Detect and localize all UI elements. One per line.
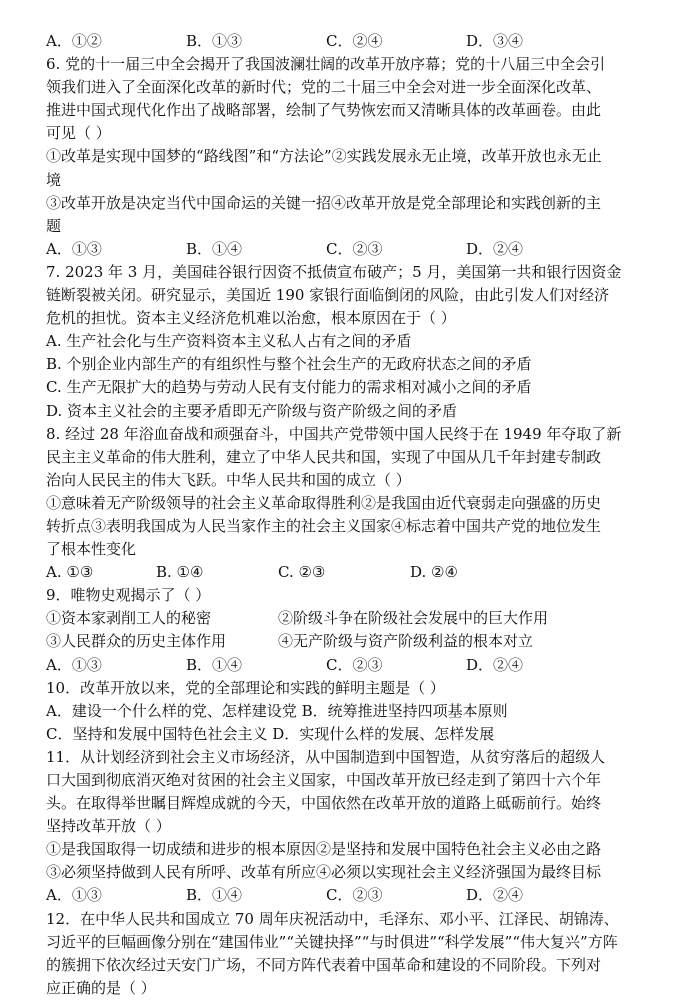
q8-stem-line: 8. 经过 28 年浴血奋战和顽强奋斗，中国共产党带领中国人民终于在 1949 年夺取了新 xyxy=(46,424,622,443)
q11-stem-line: 口大国到彻底消灭绝对贫困的社会主义国家，中国改革开放已经走到了第四十六个年 xyxy=(46,771,602,789)
q8-option-c[interactable]: C. ②③ xyxy=(278,563,326,582)
q6-stem-line: 可见（ ） xyxy=(46,124,111,143)
q11-stem-line: 头。在取得举世瞩目辉煌成就的今天，中国依然在改革开放的道路上砥砺前行。始终 xyxy=(46,794,602,813)
q7-option-b[interactable]: B. 个别企业内部生产的有组织性与整个社会生产的无政府状态之间的矛盾 xyxy=(46,355,532,374)
q6-statement-line: 题 xyxy=(46,216,62,235)
q11-option-c[interactable]: C．②③ xyxy=(326,886,383,905)
q5-option-a[interactable]: A．①② xyxy=(46,32,102,50)
question-12 xyxy=(46,908,648,1000)
q9-statement-3: ③人民群众的历史主体作用 xyxy=(46,632,227,651)
q7-stem-line: 链断裂被关闭。研究显示，美国近 190 家银行面临倒闭的风险，由此引发人们对经济 xyxy=(46,286,610,305)
q11-option-d[interactable]: D．②④ xyxy=(466,886,524,905)
q6-option-d[interactable]: D．②④ xyxy=(466,239,524,258)
q9-option-c[interactable]: C．②③ xyxy=(326,655,383,674)
q9-statement-row xyxy=(46,630,648,653)
q11-stem-line: 坚持改革开放（ ） xyxy=(46,817,171,836)
q6-stem-line: 6. 党的十一届三中全会揭开了我国波澜壮阔的改革开放序幕；党的十八届三中全会引 xyxy=(46,55,606,74)
q5-option-d[interactable]: D．③④ xyxy=(466,32,524,50)
q6-option-c[interactable]: C．②③ xyxy=(326,239,383,258)
q8-statement-line: 了根本性变化 xyxy=(46,540,137,559)
q9-statement-2: ②阶级斗争在阶级社会发展中的巨大作用 xyxy=(278,609,549,628)
q12-stem-line: 12．在中华人民共和国成立 70 周年庆祝活动中，毛泽东、邓小平、江泽民、胡锦涛、 xyxy=(46,909,619,928)
q8-statement-line: ①意味着无产阶级领导的社会主义革命取得胜利②是我国由近代衰弱走向强盛的历史 xyxy=(46,493,602,512)
q9-statement-4: ④无产阶级与资产阶级利益的根本对立 xyxy=(278,632,534,651)
q11-option-a[interactable]: A．①③ xyxy=(46,886,102,905)
q7-stem-line: 危机的担忧。资本主义经济危机难以治愈，根本原因在于（ ） xyxy=(46,309,456,328)
q7-stem-line: 7. 2023 年 3 月，美国硅谷银行因资不抵债宣布破产；5 月，美国第一共和银行因资金 xyxy=(46,262,622,281)
q6-stem-line: 领我们进入了全面深化改革的新时代；党的二十届三中全会对进一步全面深化改革、 xyxy=(46,78,602,97)
q8-statement-line: 转折点③表明我国成为人民当家作主的社会主义国家④标志着中国共产党的地位发生 xyxy=(46,516,602,535)
q5-options xyxy=(46,30,648,53)
q9-option-d[interactable]: D．②④ xyxy=(466,655,524,674)
q11-stem-line: 11．从计划经济到社会主义市场经济，从中国制造到中国智造，从贫穷落后的超级人 xyxy=(46,747,606,766)
q12-stem-line: 习近平的巨幅画像分别在“建国伟业”“关键抉择”“与时俱进”“科学发展”“伟大复兴”方阵 xyxy=(46,932,618,951)
q8-option-b[interactable]: B. ①④ xyxy=(156,563,204,582)
q9-option-b[interactable]: B．①④ xyxy=(186,655,243,674)
q8-options xyxy=(46,561,648,584)
q9-option-a[interactable]: A．①③ xyxy=(46,655,102,674)
question-6 xyxy=(46,53,648,261)
q6-statement-line: ①改革是实现中国梦的“路线图”和“方法论”②实践发展永无止境，改革开放也永无止 xyxy=(46,147,602,166)
q10-stem: 10．改革开放以来，党的全部理论和实践的鲜明主题是（ ） xyxy=(46,678,445,697)
q8-option-a[interactable]: A. ①③ xyxy=(46,563,94,582)
q5-option-c[interactable]: C．②④ xyxy=(326,32,383,50)
question-7 xyxy=(46,261,648,423)
q5-option-b[interactable]: B．①③ xyxy=(186,32,243,50)
q7-option-a[interactable]: A. 生产社会化与生产资料资本主义私人占有之间的矛盾 xyxy=(46,332,412,351)
question-9 xyxy=(46,584,648,676)
q11-statement-line: ③必须坚持做到人民有所呼、改革有所应④必须以实现社会主义经济强国为最终目标 xyxy=(46,863,602,882)
q12-stem-line: 的簇拥下依次经过天安门广场，不同方阵代表着中国革命和建设的不同阶段。下列对 xyxy=(46,955,602,974)
q7-option-d[interactable]: D. 资本主义社会的主要矛盾即无产阶级与资产阶级之间的矛盾 xyxy=(46,401,458,420)
question-10 xyxy=(46,677,648,746)
q6-option-b[interactable]: B．①④ xyxy=(186,239,243,258)
q8-stem-line: 治向人民民主的伟大飞跃。中华人民共和国的成立（ ） xyxy=(46,470,411,489)
q11-options xyxy=(46,884,648,907)
q9-options xyxy=(46,654,648,677)
q8-option-d[interactable]: D. ②④ xyxy=(410,563,458,582)
q6-options xyxy=(46,238,648,261)
q7-option-c[interactable]: C. 生产无限扩大的趋势与劳动人民有支付能力的需求相对减小之间的矛盾 xyxy=(46,378,532,397)
q6-statement-line: 境 xyxy=(46,170,62,189)
question-8 xyxy=(46,423,648,585)
q11-statement-line: ①是我国取得一切成绩和进步的根本原因②是坚持和发展中国特色社会主义必由之路 xyxy=(46,840,602,859)
question-11 xyxy=(46,746,648,908)
q9-statement-1: ①资本家剥削工人的秘密 xyxy=(46,609,212,628)
q6-stem-line: 推进中国式现代化作出了战略部署，绘制了气势恢宏而又清晰具体的改革画卷。由此 xyxy=(46,101,602,120)
q10-options-ab[interactable]: A．建设一个什么样的党、怎样建设党 B．统筹推进坚持四项基本原则 xyxy=(46,701,508,720)
q6-option-a[interactable]: A．①③ xyxy=(46,239,102,258)
q11-option-b[interactable]: B．①④ xyxy=(186,886,243,905)
q9-statement-row xyxy=(46,607,648,630)
q8-stem-line: 民主主义革命的伟大胜利，建立了中华人民共和国，实现了中国从几千年封建专制政 xyxy=(46,447,602,466)
q6-statement-line: ③改革开放是决定当代中国命运的关键一招④改革开放是党全部理论和实践创新的主 xyxy=(46,193,602,212)
q10-options-cd[interactable]: C．坚持和发展中国特色社会主义 D．实现什么样的发展、怎样发展 xyxy=(46,724,495,743)
q12-stem-line: 应正确的是（ ） xyxy=(46,978,156,997)
q9-stem: 9．唯物史观揭示了（ ） xyxy=(46,586,211,605)
